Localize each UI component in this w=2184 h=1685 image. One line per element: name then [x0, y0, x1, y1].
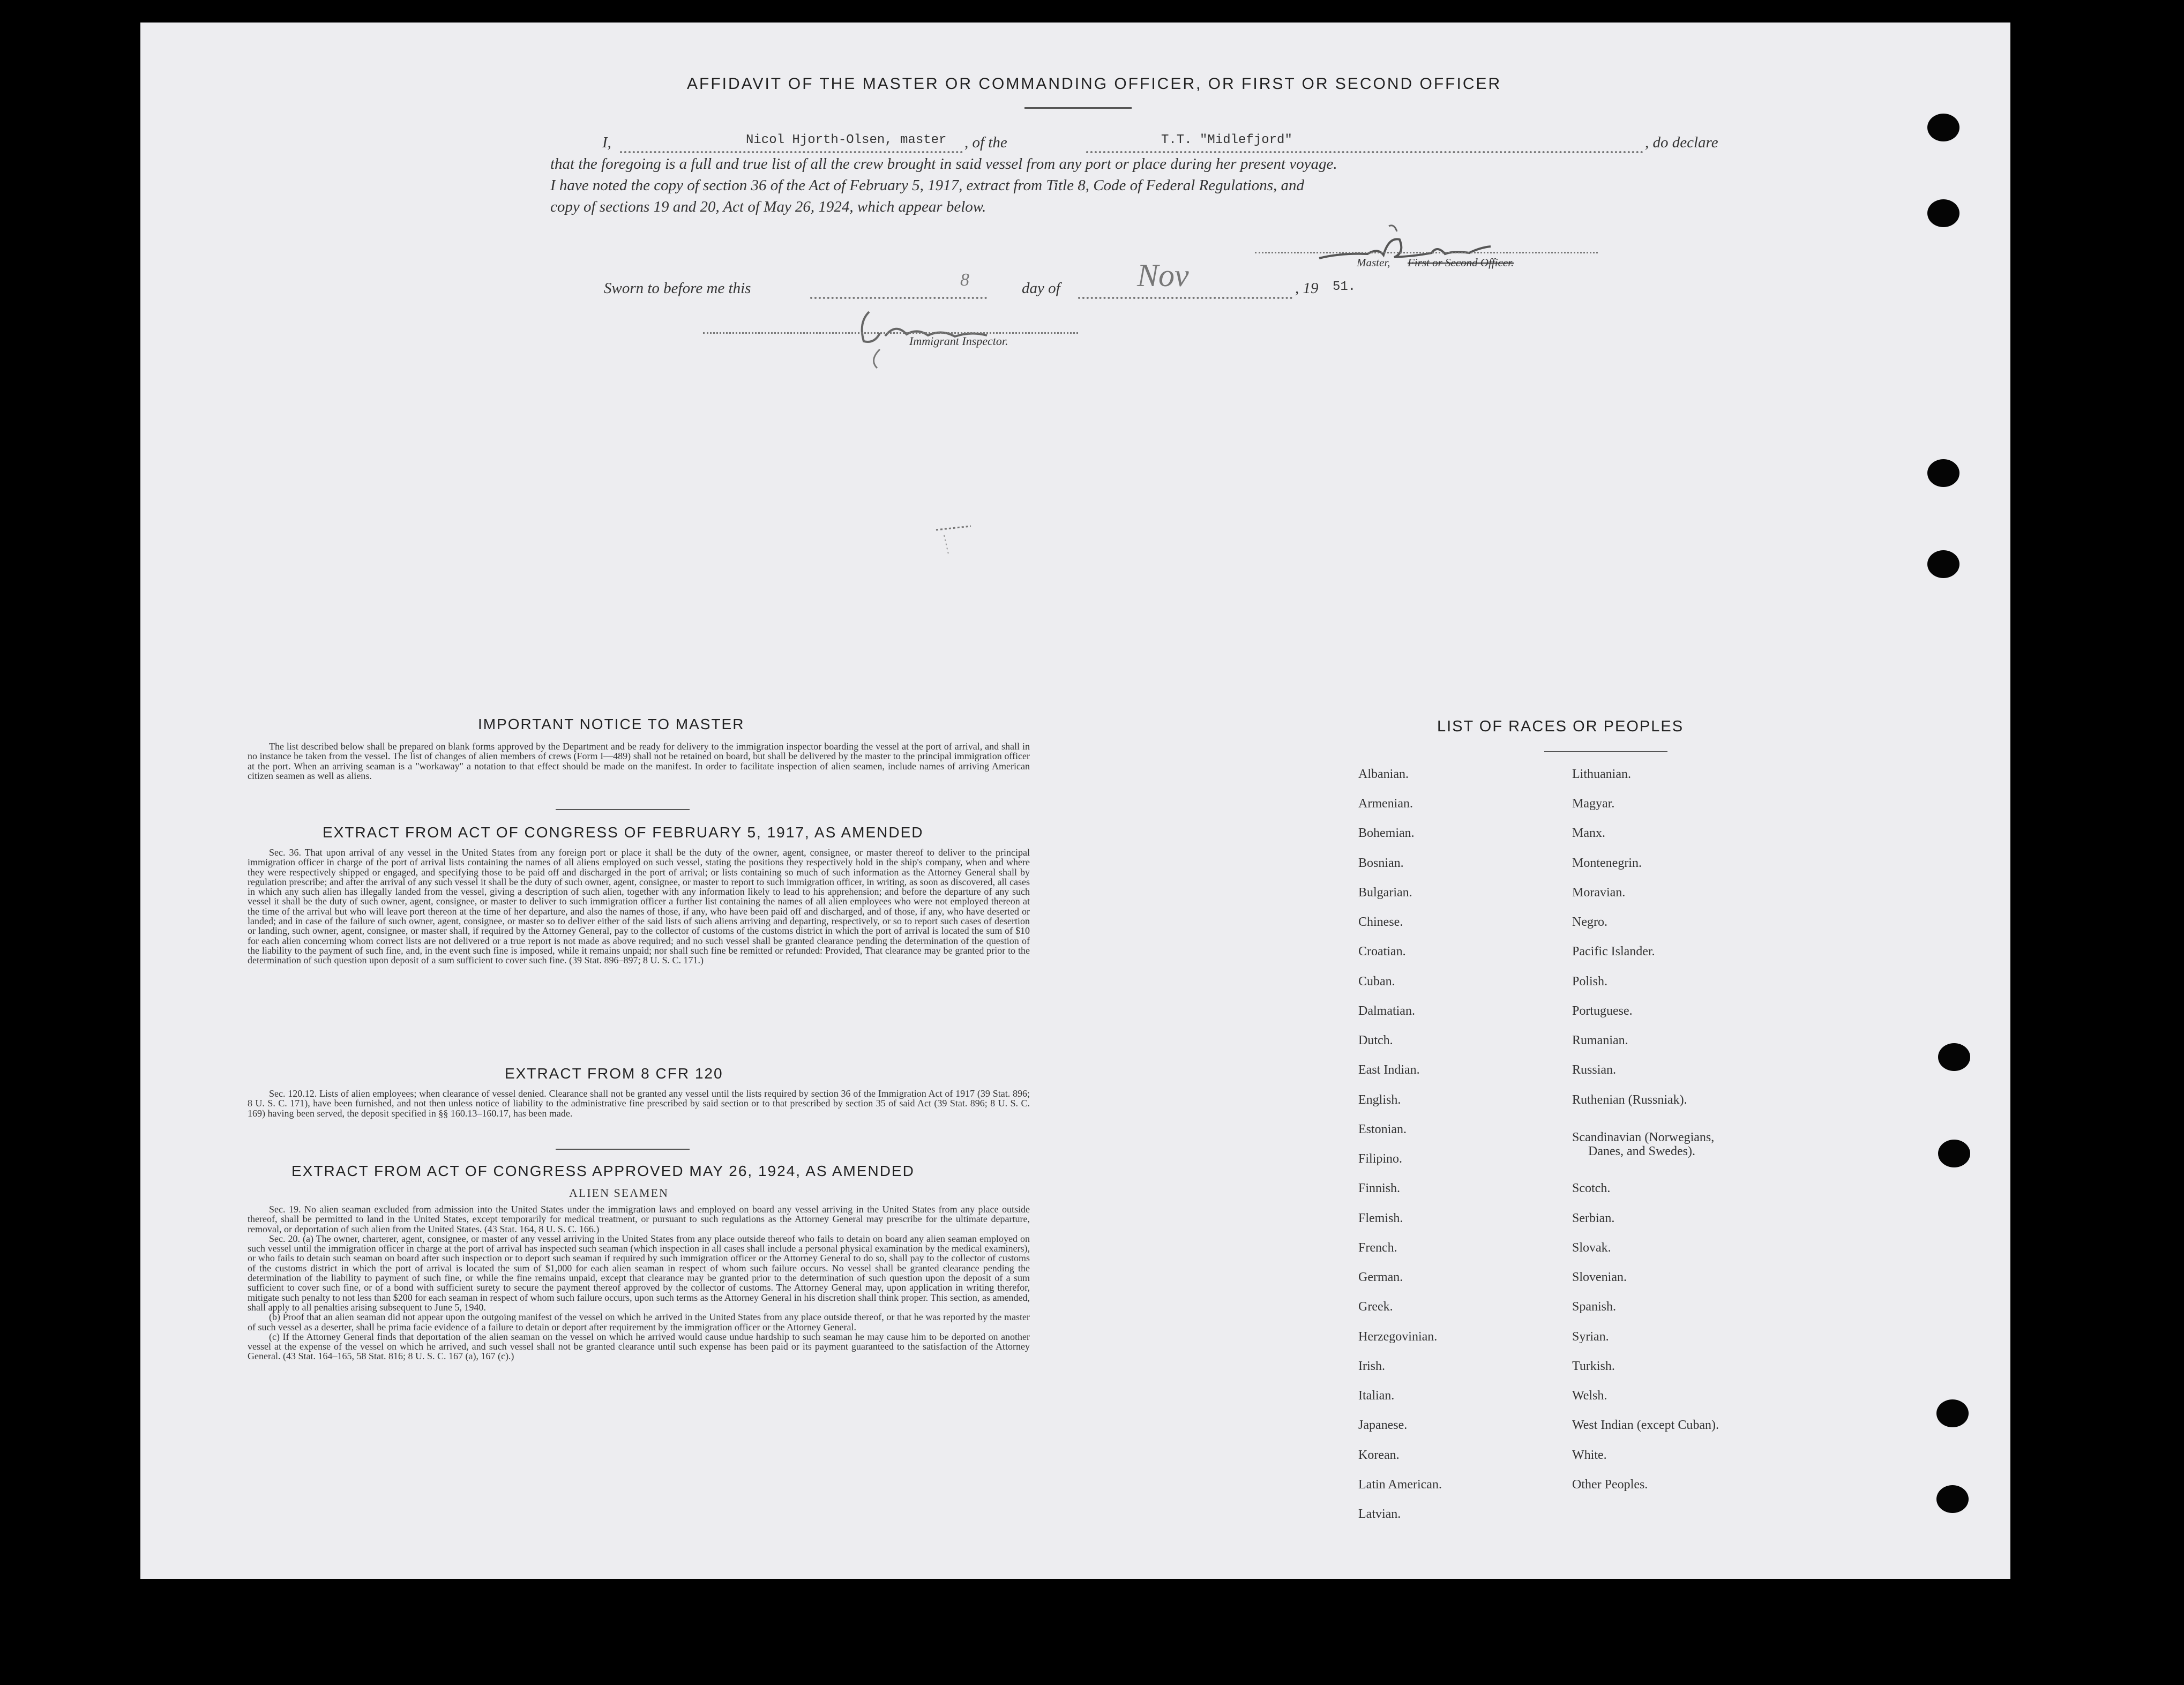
races-divider — [1544, 751, 1667, 752]
race-item: Spanish. — [1572, 1300, 1617, 1314]
race-item: Cuban. — [1358, 975, 1395, 988]
sworn-month: Nov — [1137, 258, 1189, 293]
sec-120-paragraph: Sec. 120.12. Lists of alien employees; when clearance of vessel denied. Clearance shall not be granted any vessel until the lists required by section 36 of the Immigration Act of 1917 (39 Stat. 896; 8 U. S. C. 171), have been furnished, and not then unless notice of liability to the administrative fine prescribed by said section or to that prescribed by section 35 of said Act (39 Stat. 896; 8 U. S. C. 169) having been served, the deposit specified in §§ 160.13–160.17, has been made. — [248, 1088, 1030, 1119]
of-the-label: , of the — [964, 134, 1007, 151]
cfr-divider — [556, 1149, 690, 1150]
race-item: Filipino. — [1358, 1152, 1403, 1166]
race-item: Herzegovinian. — [1358, 1330, 1438, 1344]
race-item: Polish. — [1572, 975, 1608, 988]
inspector-caption: Immigrant Inspector. — [909, 334, 1008, 348]
race-item: Slovenian. — [1572, 1270, 1627, 1284]
year-suffix: 51. — [1333, 280, 1356, 294]
year-prefix: , 19 — [1295, 280, 1319, 297]
inspector-signature — [848, 290, 1024, 371]
race-item: Chinese. — [1358, 915, 1403, 929]
notice-divider — [556, 809, 690, 810]
race-item: Flemish. — [1358, 1211, 1403, 1225]
alien-seamen-subtitle: ALIEN SEAMEN — [569, 1186, 669, 1200]
race-item: Montenegrin. — [1572, 856, 1642, 870]
punch-hole — [1938, 1043, 1970, 1071]
race-item: Danes, and Swedes). — [1588, 1144, 1695, 1158]
race-item: Other Peoples. — [1572, 1478, 1648, 1492]
race-item: Irish. — [1358, 1359, 1385, 1373]
sec-20c-paragraph: (c) If the Attorney General finds that deportation of the alien seaman on the vessel on which he arrived would cause undue hardship to such seaman he may cause him to be deported on another vessel at the expense of the vessel on which he arrived, and such vessel shall not be granted clearance until such expense has been paid or its payment guaranteed to the satisfaction of the Attorney General. (43 Stat. 164–165, 58 Stat. 816; 8 U. S. C. 167 (a), 167 (c).) — [248, 1331, 1030, 1362]
sec-36-paragraph: Sec. 36. That upon arrival of any vessel in the United States from any foreign port or place it shall be the duty of the owner, agent, consignee, or master thereof to deliver to the principal immigration officer in charge of the port of arrival lists containing the names of all aliens employed on such vessel, stating the positions they respectively hold in the ship's company, when and where they were respectively shipped or engaged, and specifying those to be paid off and discharged in the port of arrival; or lists containing so much of such information as the Attorney General shall by regulation prescribe; and after the arrival of any such vessel it shall be the duty of such owner, agent, consignee, or master to report to such immigration officer, in writing, as soon as discovered, all cases in which any such alien has illegally landed from the vessel, giving a description of such alien, together with any information likely to lead to his apprehension; and before the departure of any such vessel it shall be the duty of such owner, agent, consignee, or master to deliver to such immigration officer a further list containing the names of all alien employees who were not employed thereon at the time of the arrival but who will leave port thereon at the time of her departure, and also the names of those, if any, who have been paid off and discharged, and of those, if any, who have deserted or landed; and in case of the failure of such owner, agent, consignee, or master so to deliver either of the said lists of such aliens arriving and departing, respectively, or so to report such cases of desertion or landing, such owner, agent, consignee, or master shall, if required by the Attorney General, pay to the collector of customs of the customs district in which the port of arrival is located the sum of $10 for each alien concerning whom correct lists are not delivered or a true report is not made as above required; and no such vessel shall be granted clearance pending the determination of the question of the liability to the payment of such fine, and, in the event such fine is imposed, while it remains unpaid; nor shall such fine be remitted or refunded: Provided, That clearance may be granted prior to the determination of such question upon deposit of a sum sufficient to cover such fine. (39 Stat. 896–897; 8 U. S. C. 171.) — [248, 847, 1030, 966]
race-item: Scandinavian (Norwegians, — [1572, 1130, 1715, 1144]
race-item: Serbian. — [1572, 1211, 1615, 1225]
race-item: East Indian. — [1358, 1063, 1420, 1077]
extract-1917-title: EXTRACT FROM ACT OF CONGRESS OF FEBRUARY 5, 1917, AS AMENDED — [323, 824, 924, 841]
race-item: Dutch. — [1358, 1034, 1393, 1047]
punch-hole — [1936, 1399, 1969, 1427]
race-item: Japanese. — [1358, 1418, 1408, 1432]
extract-1924-title: EXTRACT FROM ACT OF CONGRESS APPROVED MAY 26, 1924, AS AMENDED — [291, 1163, 915, 1179]
race-item: Latin American. — [1358, 1478, 1442, 1492]
affidavit-line-2: that the foregoing is a full and true list of all the crew brought in said vessel from any port or place during her present voyage. — [550, 155, 1337, 173]
race-item: Albanian. — [1358, 767, 1409, 781]
race-item: Syrian. — [1572, 1330, 1609, 1344]
race-item: Portuguese. — [1572, 1004, 1633, 1018]
punch-hole — [1938, 1140, 1970, 1167]
punch-hole — [1927, 459, 1959, 487]
inspector-line — [703, 332, 1078, 334]
race-item: Russian. — [1572, 1063, 1617, 1077]
race-item: Estonian. — [1358, 1122, 1407, 1136]
race-item: West Indian (except Cuban). — [1572, 1418, 1719, 1432]
race-item: Lithuanian. — [1572, 767, 1631, 781]
punch-hole — [1927, 114, 1959, 141]
affidavit-title: AFFIDAVIT OF THE MASTER OR COMMANDING OFFICER, OR FIRST OR SECOND OFFICER — [687, 75, 1502, 93]
vessel-name: T.T. "Midlefjord" — [1161, 133, 1292, 147]
vessel-line — [1086, 151, 1643, 153]
affidavit-line-3: I have noted the copy of section 36 of the Act of February 5, 1917, extract from Title 8, Code of Federal Regulations, and — [550, 177, 1305, 194]
notice-paragraph: The list described below shall be prepared on blank forms approved by the Department and be ready for delivery to the immigration inspector boarding the vessel at the port of arrival, and shall in no instance be taken from the vessel. The list of changes of alien members of crews (Form I—489) shall not be retained on board, but shall be delivered by the master to the principal immigration officer at the port. When an arriving seaman is a "workaway" a notation to that effect should be made on the manifest. In order to facilitate inspection of alien seamen, include names of arriving American citizen seamen as well as aliens. — [248, 741, 1030, 781]
title-divider — [1024, 107, 1132, 109]
notice-title: IMPORTANT NOTICE TO MASTER — [478, 716, 745, 732]
sworn-label: Sworn to before me this — [604, 280, 751, 297]
race-item: Welsh. — [1572, 1389, 1607, 1403]
master-caption-b: First or Second Officer. — [1408, 256, 1514, 269]
punch-hole — [1927, 199, 1959, 227]
race-item: Bosnian. — [1358, 856, 1404, 870]
race-item: Pacific Islander. — [1572, 945, 1655, 958]
race-item: Dalmatian. — [1358, 1004, 1415, 1018]
race-item: Slovak. — [1572, 1241, 1611, 1255]
race-item: Scotch. — [1572, 1181, 1611, 1195]
day-of-label: day of — [1022, 280, 1060, 297]
document-page — [140, 23, 2010, 1579]
race-item: Negro. — [1572, 915, 1607, 929]
race-item: Magyar. — [1572, 797, 1615, 811]
extract-cfr-text — [248, 1089, 1030, 1118]
race-item: Bulgarian. — [1358, 886, 1412, 900]
race-item: Finnish. — [1358, 1181, 1401, 1195]
master-signature-line — [1255, 252, 1598, 253]
race-item: English. — [1358, 1093, 1401, 1107]
race-item: Moravian. — [1572, 886, 1626, 900]
race-item: German. — [1358, 1270, 1403, 1284]
race-item: Greek. — [1358, 1300, 1393, 1314]
ink-smudge — [933, 522, 982, 565]
race-item: Turkish. — [1572, 1359, 1615, 1373]
do-declare-label: , do declare — [1645, 134, 1718, 151]
race-item: Manx. — [1572, 826, 1605, 840]
notice-text — [248, 742, 1030, 781]
race-item: Ruthenian (Russniak). — [1572, 1093, 1687, 1107]
race-item: Croatian. — [1358, 945, 1406, 958]
punch-hole — [1936, 1485, 1969, 1513]
sec-20b-paragraph: (b) Proof that an alien seaman did not appear upon the outgoing manifest of the vessel on which he arrived in the United States from any place outside thereof, or that he was reported by the master of such vessel as a deserter, shall be prima facie evidence of a failure to detain or deport after requirement by the immigration officer or the Attorney General. — [248, 1312, 1030, 1332]
race-item: White. — [1572, 1448, 1607, 1462]
sworn-month-line — [1078, 297, 1292, 299]
race-item: Bohemian. — [1358, 826, 1415, 840]
sworn-day: 8 — [960, 270, 969, 290]
affidavit-i: I, — [602, 134, 611, 151]
sec-20a-paragraph: Sec. 20. (a) The owner, charterer, agent, consignee, or master of any vessel arriving in the United States from any place outside thereof who fails to detain on board any alien seaman employed on such vessel until the immigration officer in charge at the port of arrival has inspected such seaman (which inspection in all cases shall include a personal physical examination by the medical examiners), or who fails to detain such seaman on board after such inspection or to deport such seaman if required by such immigration officer or the Attorney General to do so, shall pay to the collector of customs of the customs district in which the port of arrival is located the sum of $1,000 for each alien seaman in respect of whom such failure occurs. No vessel shall be granted clearance pending the determination of the liability to payment of such fine, or while the fine remains unpaid, except that clearance may be granted prior to the determination of such question upon the deposit of a sum sufficient to cover such fine, or of a bond with sufficient surety to secure the payment thereof approved by the collector of customs. The Attorney General may, upon application in writing therefor, mitigate such penalty to not less than $200 for each seaman in respect of whom such failure occurs, upon such terms as the Attorney General in his discretion shall think proper. This section, as amended, shall apply to all penalties arising subsequent to June 5, 1940. — [248, 1233, 1030, 1313]
extract-1924-text — [248, 1204, 1030, 1361]
race-item: Korean. — [1358, 1448, 1400, 1462]
race-item: Armenian. — [1358, 797, 1413, 811]
race-item: Italian. — [1358, 1389, 1395, 1403]
extract-cfr-title: EXTRACT FROM 8 CFR 120 — [505, 1065, 723, 1082]
punch-hole — [1927, 550, 1959, 578]
race-item: Latvian. — [1358, 1507, 1401, 1521]
name-line — [620, 151, 963, 153]
race-item: French. — [1358, 1241, 1397, 1255]
extract-1917-text — [248, 848, 1030, 965]
master-caption-a: Master, — [1357, 256, 1390, 269]
race-item: Rumanian. — [1572, 1034, 1628, 1047]
master-name: Nicol Hjorth-Olsen, master — [746, 133, 947, 147]
affidavit-line-4: copy of sections 19 and 20, Act of May 26, 1924, which appear below. — [550, 198, 986, 215]
races-title: LIST OF RACES OR PEOPLES — [1437, 718, 1684, 735]
sec-19-paragraph: Sec. 19. No alien seaman excluded from admission into the United States under the immigration laws and employed on board any vessel arriving in the United States from any place outside thereof, shall be permitted to land in the United States, except temporarily for medical treatment, or pursuant to such regulations as the Attorney General may prescribe for the ultimate departure, removal, or deportation of such alien from the United States. (43 Stat. 164, 8 U. S. C. 166.) — [248, 1204, 1030, 1234]
